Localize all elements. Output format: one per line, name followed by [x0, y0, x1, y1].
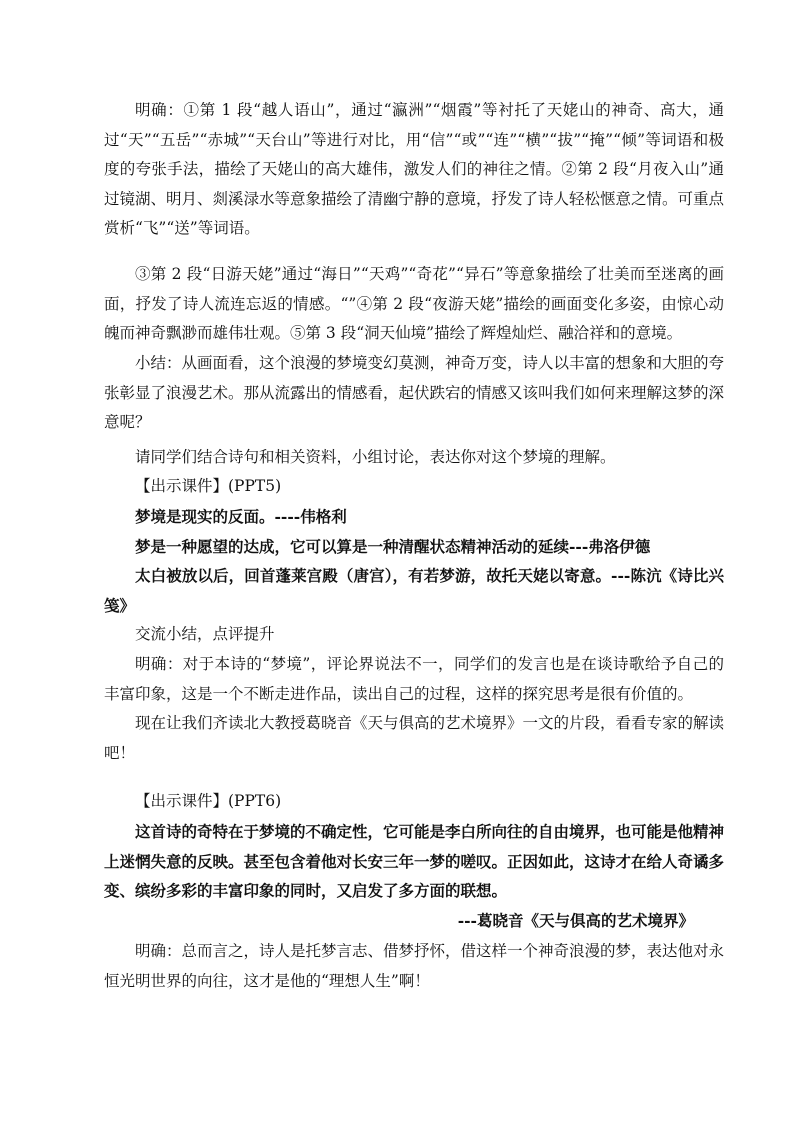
quote-freud: 梦是一种愿望的达成，它可以算是一种清醒状态精神活动的延续---弗洛伊德: [135, 537, 651, 556]
quote-gexiaoyin: 这首诗的奇特在于梦境的不确定性，它可能是李白所向往的自由境界，也可能是他精神上迷惘失意的反映。甚至包含着他对长安三年一梦的嗟叹。正因如此，这诗才在给人奇谲多变、缤纷多彩的丰富印象的同时，又启发了多方面的联想。: [104, 822, 725, 900]
paragraph-clarify-2: ③第 2 段“日游天姥”通过“海日”“天鸡”“奇花”“异石”等意象描绘了壮美而至迷离的画面，抒发了诗人流连忘返的情感。“”④第 2 段“夜游天姥”描绘的画面变化多姿，由惊心动魄而神奇飘渺而雄伟壮观。⑤第 3 段“洞天仙境”描绘了辉煌灿烂、融洽祥和的意境。: [104, 265, 724, 342]
paragraph-clarify-1: 明确：①第 1 段“越人语山”，通过“瀛洲”“烟霞”等衬托了天姥山的神奇、高大，通过“天”“五岳”“赤城”“天台山”等进行对比，用“信”“或”“连”“横”“拔”“掩”“倾”等词语和极度的夸张手法，描绘了天姥山的高大雄伟，激发人们的神往之情。②第 2 段“月夜入山”通过镜湖、明月、剡溪渌水等意象描绘了清幽宁静的意境，抒发了诗人轻松惬意之情。可重点赏析“飞”“送”等词语。: [104, 101, 725, 237]
quote-weigeli: 梦境是现实的反面。----伟格利: [135, 507, 347, 526]
paragraph-summary: 小结：从画面看，这个浪漫的梦境变幻莫测，神奇万变，诗人以丰富的想象和大胆的夸张彰显了浪漫艺术。那从流露出的情感看，起伏跌宕的情感又该叫我们如何来理解这梦的深意呢？: [104, 354, 725, 431]
courseware-label-ppt5: 【出示课件】(PPT5): [135, 477, 282, 495]
courseware-label-ppt6: 【出示课件】(PPT6): [135, 792, 282, 810]
quote-chenhang: 太白被放以后，回首蓬莱宫殿（唐宫），有若梦游，故托天姥以寄意。---陈沆《诗比兴笺》: [104, 566, 724, 615]
paragraph-exchange-summary: 交流小结，点评提升: [135, 625, 275, 643]
paragraph-discussion-prompt: 请同学们结合诗句和相关资料，小组讨论，表达你对这个梦境的理解。: [135, 448, 616, 466]
paragraph-clarify-3: 明确：对于本诗的“梦境”，评论界说法不一，同学们的发言也是在谈诗歌给予自己的丰富印象，这是一个不断走进作品，读出自己的过程，这样的探究思考是很有价值的。: [104, 655, 724, 703]
paragraph-conclusion: 明确：总而言之，诗人是托梦言志、借梦抒怀，借这样一个神奇浪漫的梦，表达他对永恒光明世界的向往，这才是他的“理想人生”啊！: [104, 942, 725, 990]
quote-attribution: ---葛晓音《天与俱高的艺术境界》: [457, 911, 694, 930]
paragraph-read-together: 现在让我们齐读北大教授葛晓音《天与俱高的艺术境界》一文的片段，看看专家的解读吧！: [104, 714, 725, 762]
